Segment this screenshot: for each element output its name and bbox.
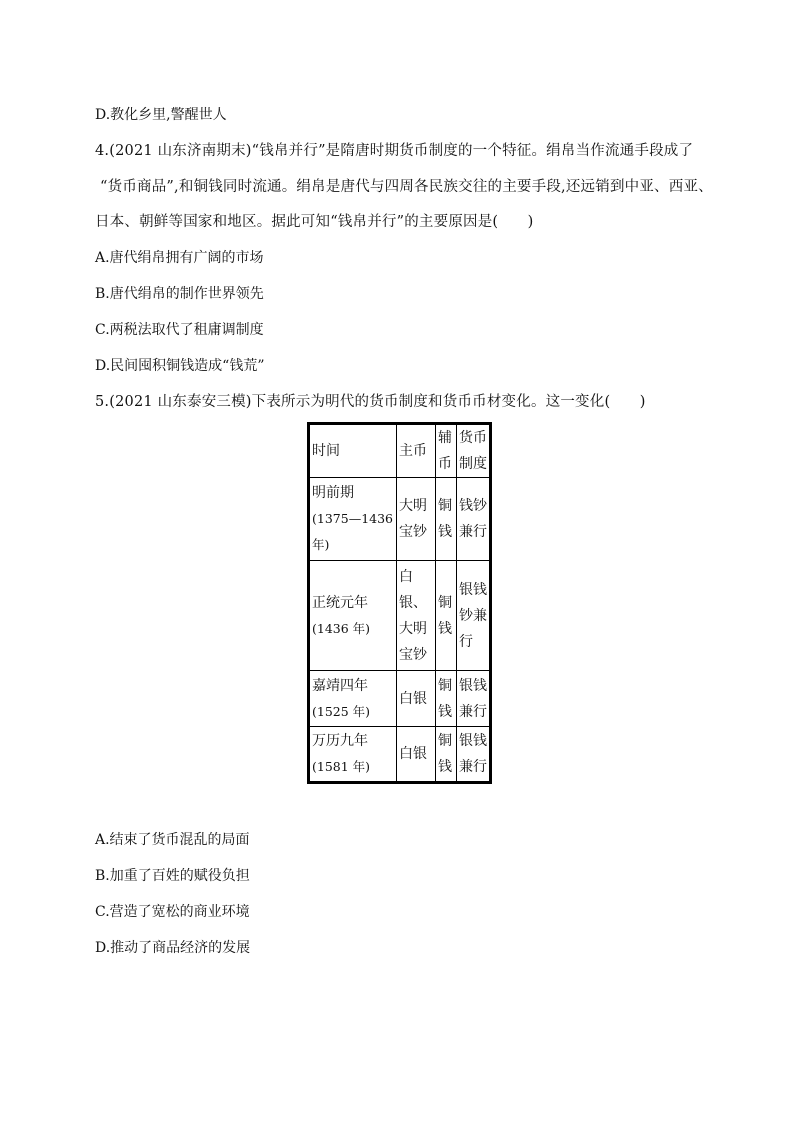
cell-system: 钱钞兼行 xyxy=(457,478,491,561)
q4-stem-line2: “货币商品”,和铜钱同时流通。绢帛是唐代与四周各民族交往的主要手段,还远销到中亚、西亚、 xyxy=(100,179,713,195)
cell-time-label: 正统元年 xyxy=(312,594,368,611)
q4-option-d: D.民间囤积铜钱造成“钱荒” xyxy=(95,358,265,374)
cell-system: 银钱钞兼行 xyxy=(457,561,491,671)
table-header-row xyxy=(309,424,491,478)
cell-aux: 铜钱 xyxy=(436,561,457,671)
cell-time xyxy=(309,561,397,671)
cell-time xyxy=(309,727,397,783)
cell-time-label: 明前期 xyxy=(312,485,354,501)
q4-stem-line1: 4.(2021 山东济南期末)“钱帛并行”是隋唐时期货币制度的一个特征。绢帛当作流通手段成了 xyxy=(95,143,694,159)
header-time: 时间 xyxy=(309,424,397,478)
cell-aux: 铜钱 xyxy=(436,671,457,727)
cell-system: 银钱兼行 xyxy=(457,671,491,727)
table-row xyxy=(309,727,491,783)
q5-option-d: D.推动了商品经济的发展 xyxy=(95,940,251,956)
q4-option-b: B.唐代绢帛的制作世界领先 xyxy=(95,286,264,302)
table-row xyxy=(309,478,491,561)
currency-table xyxy=(307,422,492,784)
cell-main: 大明宝钞 xyxy=(397,478,436,561)
q5-option-b: B.加重了百姓的赋役负担 xyxy=(95,868,250,884)
cell-time-years: (1375—1436年) xyxy=(312,511,393,552)
header-main-currency: 主币 xyxy=(397,424,436,478)
cell-time xyxy=(309,671,397,727)
q4-option-c: C.两税法取代了租庸调制度 xyxy=(95,322,264,338)
q5-stem: 5.(2021 山东泰安三模)下表所示为明代的货币制度和货币币材变化。这一变化( ) xyxy=(95,394,646,410)
cell-time-years: (1581 年) xyxy=(312,759,371,774)
q4-option-a: A.唐代绢帛拥有广阔的市场 xyxy=(95,250,264,266)
table-row xyxy=(309,671,491,727)
cell-main: 白银 xyxy=(397,671,436,727)
cell-aux: 铜钱 xyxy=(436,478,457,561)
cell-time xyxy=(309,478,397,561)
cell-time-years: (1436 年) xyxy=(312,620,371,636)
q4-stem-line3: 日本、朝鲜等国家和地区。据此可知“钱帛并行”的主要原因是( ) xyxy=(95,214,534,230)
cell-time-label: 万历九年 xyxy=(312,733,368,749)
cell-time-years: (1525 年) xyxy=(312,703,371,719)
header-aux-currency: 辅币 xyxy=(436,424,457,478)
cell-main: 白银 xyxy=(397,727,436,783)
cell-aux: 铜钱 xyxy=(436,727,457,783)
q3-option-d: D.教化乡里,警醒世人 xyxy=(95,107,227,123)
header-system: 货币制度 xyxy=(457,424,491,478)
cell-time-label: 嘉靖四年 xyxy=(312,677,368,694)
cell-main: 白银、大明宝钞 xyxy=(397,561,436,671)
table-row xyxy=(309,561,491,671)
q5-option-c: C.营造了宽松的商业环境 xyxy=(95,904,250,920)
cell-system: 银钱兼行 xyxy=(457,727,491,783)
q5-option-a: A.结束了货币混乱的局面 xyxy=(95,832,250,848)
